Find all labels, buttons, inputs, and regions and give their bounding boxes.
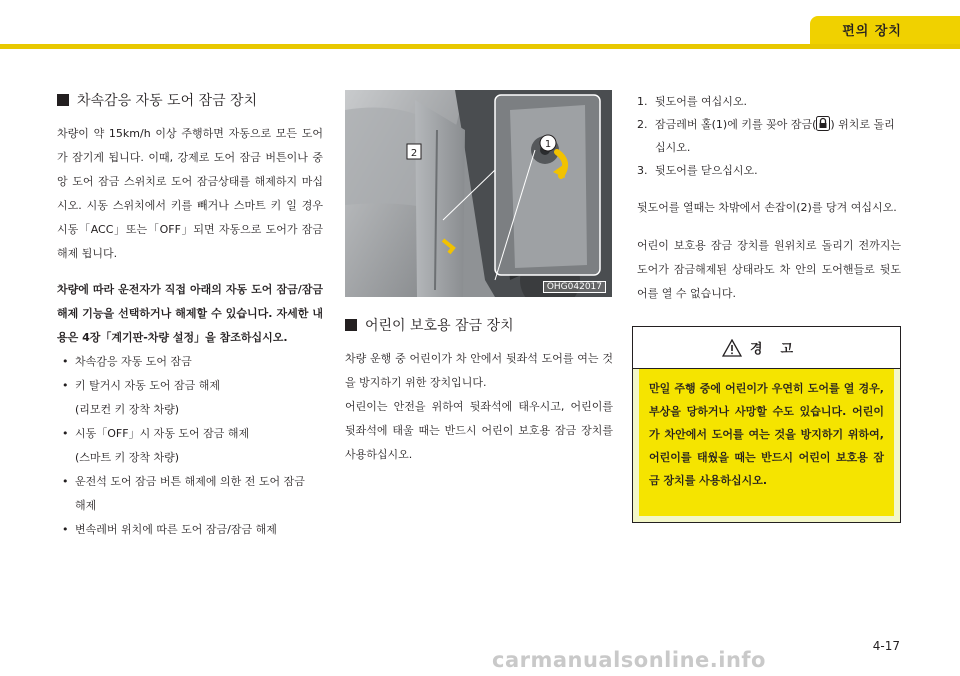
list-item: • 변속레버 위치에 따른 도어 잠금/잠금 해제: [57, 518, 323, 542]
list-item: • 운전석 도어 잠금 버튼 해제에 의한 전 도어 잠금 해제: [57, 470, 323, 518]
step-item: 3. 뒷도어를 닫으십시오.: [637, 164, 758, 177]
step-item: 1. 뒷도어를 여십시오.: [637, 95, 748, 108]
watermark: carmanualsonline.info: [492, 648, 766, 672]
car-door-illustration: [345, 90, 612, 297]
child-lock-instruction: 어린이는 안전을 위하여 뒷좌석에 태우시고, 어린이를 뒷좌석에 태울 때는 반드시 어린이 보호용 잠금 장치를 사용하십시오.: [345, 400, 613, 461]
callout-1-label: 1: [544, 139, 552, 150]
list-item: • 차속감응 자동 도어 잠금: [57, 350, 323, 374]
square-bullet-icon: [345, 319, 357, 331]
left-column: [57, 90, 323, 542]
child-lock-note: 어린이 보호용 잠금 장치를 원위치로 돌리기 전까지는 도어가 잠금해제된 상태라도 차 안의 도어핸들로 뒷도어를 열 수 없습니다.: [637, 239, 901, 300]
warning-box: [632, 326, 901, 523]
figure-code: OHG042017: [543, 281, 606, 293]
right-column: [637, 90, 901, 306]
middle-column: [345, 90, 613, 467]
settings-note: 차량에 따라 운전자가 직접 아래의 자동 도어 잠금/잠금 해제 기능을 선택하거나 해제할 수 있습니다. 자세한 내용은 4장「계기판-차량 설정」을 참조하십시오.: [57, 283, 323, 344]
outside-handle-paragraph: 뒷도어를 열때는 차밖에서 손잡이(2)를 당겨 여십시오.: [637, 201, 897, 214]
section-title-text: 차속감응 자동 도어 잠금 장치: [77, 93, 258, 109]
lock-icon: [816, 116, 830, 131]
rear-door-photo: [345, 90, 612, 297]
section-heading-child-lock: [345, 315, 613, 335]
speed-lock-paragraph: 차량이 약 15km/h 이상 주행하면 자동으로 모든 도어가 잠기게 됩니다. 이때, 강제로 도어 잠금 버튼이나 중앙 도어 잠금 스위치로 도어 잠금상태를 해제하지 마십시오. 시동 스위치에서 키를 빼거나 스마트 키 일 경우 시동「ACC」또는「OFF」되면 자동으로 도어가 잠금 해제 됩니다.: [57, 127, 323, 260]
section-heading-speed-lock: [57, 90, 323, 110]
list-item: • 키 탈거시 자동 도어 잠금 해제 (리모컨 키 장착 차량): [57, 374, 323, 422]
warning-title: 경고: [749, 342, 812, 357]
warning-content: [639, 369, 894, 516]
header-bar: [0, 0, 960, 50]
section-title-text: 어린이 보호용 잠금 장치: [365, 318, 514, 334]
square-bullet-icon: [57, 94, 69, 106]
list-item: • 시동「OFF」시 자동 도어 잠금 해제 (스마트 키 장착 차량): [57, 422, 323, 470]
warning-triangle-icon: [722, 339, 742, 357]
warning-text: 만일 주행 중에 어린이가 우연히 도어를 열 경우, 부상을 당하거나 사망할 수도 있습니다. 어린이가 차안에서 도어를 여는 것을 방지하기 위하여, 어린이를 태웠을 때는 반드시 어린이 보호용 잠금 장치를 사용하십시오.: [649, 382, 884, 487]
warning-header: [633, 327, 900, 369]
feature-list: [57, 350, 323, 542]
page-number: 4-17: [872, 639, 900, 653]
chapter-title: 편의 장치: [842, 24, 902, 39]
callout-2-label: 2: [410, 148, 418, 159]
step-item: 2. 잠금레버 홀(1)에 키를 꽂아 잠금( ) 위치로 돌리십시오.: [637, 118, 895, 154]
child-lock-intro: 차량 운행 중 어린이가 차 안에서 뒷좌석 도어를 여는 것을 방지하기 위한 장치입니다.: [345, 352, 613, 389]
header-accent-line: [0, 44, 960, 49]
steps-list: [637, 90, 901, 182]
